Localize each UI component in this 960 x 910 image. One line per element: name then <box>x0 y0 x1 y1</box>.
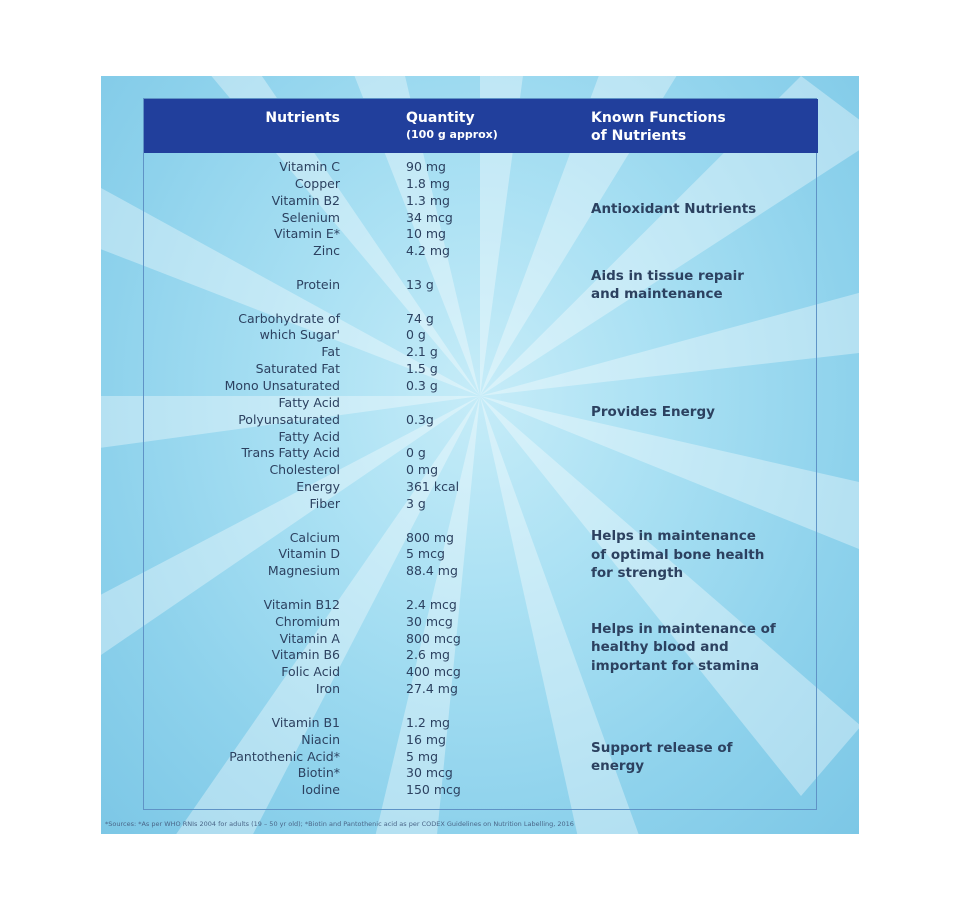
table-row <box>144 462 818 479</box>
nutrient-name: which Sugar' <box>259 327 340 343</box>
table-row <box>144 243 818 260</box>
table-row <box>144 496 818 513</box>
nutrient-function <box>591 739 811 776</box>
nutrient-name: Zinc <box>313 243 340 259</box>
table-header <box>144 99 818 153</box>
nutrient-quantity: 34 mcg <box>406 209 453 225</box>
nutrient-quantity: 13 g <box>406 276 434 292</box>
nutrient-name: Niacin <box>301 731 340 747</box>
nutrient-name: Energy <box>296 479 340 495</box>
function-line: and maintenance <box>591 286 723 303</box>
nutrient-quantity: 30 mcg <box>406 613 453 629</box>
nutrient-quantity: 16 mg <box>406 731 446 747</box>
nutrient-quantity: 1.8 mg <box>406 175 450 191</box>
nutrient-name: Cholesterol <box>269 462 340 478</box>
nutrient-name: Polyunsaturated <box>238 411 340 427</box>
nutrient-name: Pantothenic Acid* <box>229 748 340 764</box>
nutrient-function <box>591 403 811 422</box>
function-line: for strength <box>591 565 684 582</box>
function-line: Provides Energy <box>591 403 715 420</box>
nutrient-name: Iodine <box>301 782 340 798</box>
nutrient-name: Selenium <box>281 209 340 225</box>
table-row <box>144 681 818 698</box>
nutrient-name: Fatty Acid <box>278 394 340 410</box>
nutrient-name: Protein <box>296 276 340 292</box>
nutrient-quantity: 800 mcg <box>406 630 461 646</box>
nutrient-quantity: 400 mcg <box>406 664 461 680</box>
footnote: *Sources: *As per WHO RNIs 2004 for adults (19 – 50 yr old); *Biotin and Pantothenic acid as per CODEX Guidelines on Nutrition Labelling, 2016 <box>105 820 574 828</box>
nutrient-quantity: 150 mcg <box>406 782 461 798</box>
nutrient-quantity: 1.3 mg <box>406 192 450 208</box>
nutrient-quantity: 88.4 mg <box>406 563 458 579</box>
table-row <box>144 311 818 328</box>
nutrient-quantity: 2.1 g <box>406 344 438 360</box>
table-body <box>144 159 818 799</box>
nutrient-name: Fat <box>321 344 340 360</box>
function-line: Antioxidant Nutrients <box>591 201 757 218</box>
nutrient-quantity: 2.4 mcg <box>406 596 457 612</box>
nutrient-quantity: 800 mg <box>406 529 454 545</box>
header-functions <box>591 109 791 145</box>
function-line: Support release of <box>591 739 733 756</box>
nutrient-name: Carbohydrate of <box>238 310 340 326</box>
nutrient-name: Biotin* <box>297 765 340 781</box>
nutrient-name: Vitamin B2 <box>271 192 340 208</box>
nutrient-quantity: 5 mcg <box>406 546 445 562</box>
nutrient-name: Mono Unsaturated <box>224 377 340 393</box>
nutrient-quantity: 74 g <box>406 310 434 326</box>
nutrient-name: Saturated Fat <box>255 361 340 377</box>
nutrient-quantity: 3 g <box>406 495 426 511</box>
nutrient-name: Vitamin E* <box>273 226 340 242</box>
nutrient-quantity: 0 g <box>406 327 426 343</box>
nutrient-name: Fiber <box>309 495 340 511</box>
nutrient-name: Vitamin C <box>279 159 340 174</box>
nutrient-quantity: 1.2 mg <box>406 714 450 730</box>
table-row <box>144 378 818 395</box>
nutrient-quantity: 361 kcal <box>406 479 460 495</box>
nutrient-function <box>591 267 811 304</box>
table-row <box>144 429 818 446</box>
function-line: Aids in tissue repair <box>591 267 744 284</box>
table-row <box>144 226 818 243</box>
nutrient-name: Chromium <box>275 613 340 629</box>
nutrient-name: Trans Fatty Acid <box>241 445 340 461</box>
header-quantity-sub: (100 g approx) <box>406 128 498 141</box>
nutrition-card <box>101 76 859 834</box>
nutrition-table <box>143 98 817 810</box>
function-line: Helps in maintenance of <box>591 620 776 637</box>
table-row <box>144 597 818 614</box>
table-row <box>144 445 818 462</box>
function-line: important for stamina <box>591 657 760 674</box>
header-quantity-label: Quantity <box>406 110 475 126</box>
table-row <box>144 327 818 344</box>
table-row <box>144 176 818 193</box>
table-row <box>144 715 818 732</box>
nutrient-name: Magnesium <box>267 563 340 579</box>
nutrient-quantity: 30 mcg <box>406 765 453 781</box>
nutrient-quantity: 0 g <box>406 445 426 461</box>
header-quantity <box>406 109 498 143</box>
nutrient-function <box>591 200 811 219</box>
nutrient-function <box>591 527 811 583</box>
nutrient-name: Folic Acid <box>281 664 340 680</box>
nutrient-name: Vitamin B1 <box>271 714 340 730</box>
nutrient-quantity: 0 mg <box>406 462 439 478</box>
nutrient-quantity: 27.4 mg <box>406 681 458 697</box>
header-functions-line2: of Nutrients <box>591 128 687 144</box>
group-spacer <box>144 698 818 715</box>
nutrient-name: Fatty Acid <box>278 428 340 444</box>
nutrient-name: Vitamin B12 <box>263 596 340 612</box>
nutrient-quantity: 10 mg <box>406 226 446 242</box>
function-line: of optimal bone health <box>591 546 765 563</box>
nutrient-quantity: 90 mg <box>406 159 446 174</box>
nutrient-quantity: 0.3g <box>406 411 434 427</box>
table-row <box>144 159 818 176</box>
function-line: energy <box>591 758 645 775</box>
header-nutrients: Nutrients <box>265 110 340 126</box>
nutrient-quantity: 4.2 mg <box>406 243 450 259</box>
nutrient-quantity: 1.5 g <box>406 361 438 377</box>
table-row <box>144 361 818 378</box>
nutrient-name: Vitamin D <box>278 546 340 562</box>
table-row <box>144 479 818 496</box>
nutrient-name: Vitamin B6 <box>271 647 340 663</box>
nutrient-name: Calcium <box>289 529 340 545</box>
nutrient-function <box>591 620 811 676</box>
header-functions-line1: Known Functions <box>591 110 726 126</box>
table-row <box>144 782 818 799</box>
nutrient-quantity: 5 mg <box>406 748 439 764</box>
nutrient-name: Vitamin A <box>279 630 340 646</box>
function-line: Helps in maintenance <box>591 528 756 545</box>
nutrient-quantity: 2.6 mg <box>406 647 450 663</box>
nutrient-name: Iron <box>315 681 340 697</box>
nutrient-quantity: 0.3 g <box>406 377 438 393</box>
function-line: healthy blood and <box>591 639 729 656</box>
table-row <box>144 344 818 361</box>
nutrient-name: Copper <box>294 175 340 191</box>
